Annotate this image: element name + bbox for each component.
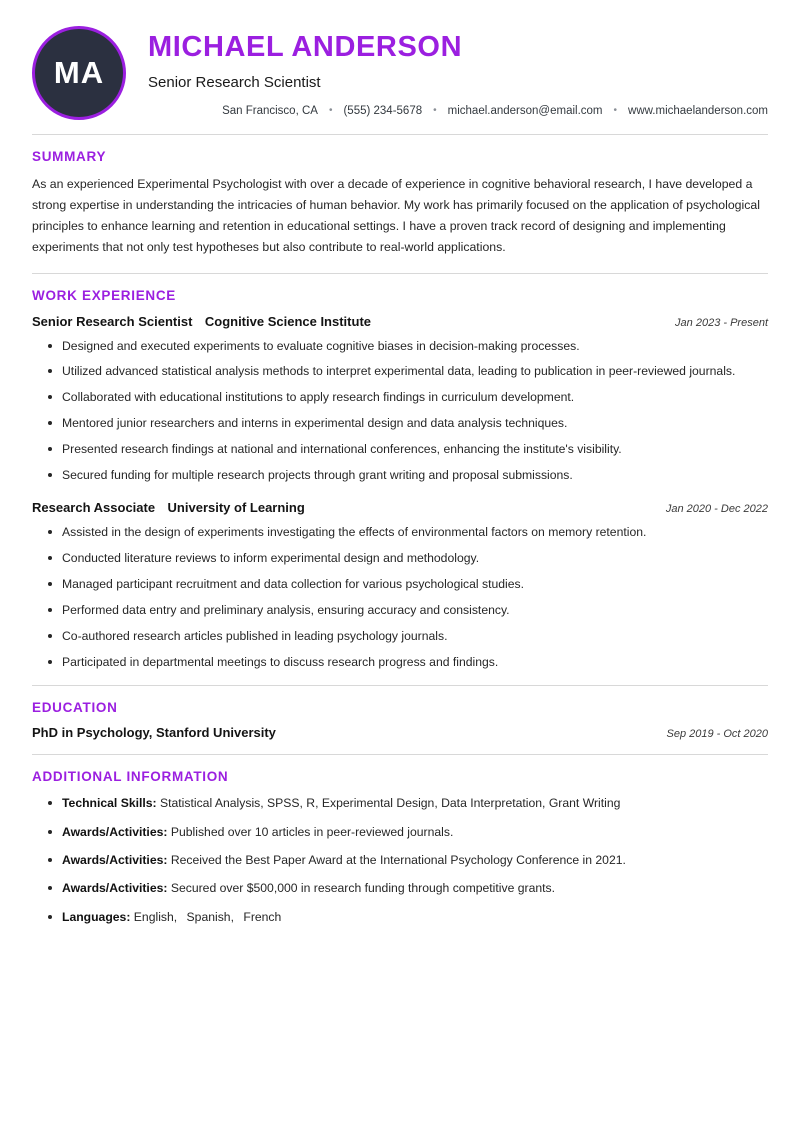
list-item: Mentored junior researchers and interns in experimental design and data analysis techniques. xyxy=(52,414,768,433)
education-entry xyxy=(32,725,768,740)
job-entry xyxy=(32,499,768,671)
section-summary xyxy=(32,135,768,259)
list-item: Assisted in the design of experiments investigating the effects of environmental factors on memory retention. xyxy=(52,523,768,542)
education-dates: Sep 2019 - Oct 2020 xyxy=(666,728,768,741)
list-item: Collaborated with educational institutions to apply research findings in curriculum development. xyxy=(52,388,768,407)
job-dates: Jan 2020 - Dec 2022 xyxy=(665,503,768,515)
job-bullet-list xyxy=(32,337,768,485)
bullet-separator-icon: • xyxy=(433,105,437,117)
contact-phone[interactable]: (555) 234-5678 xyxy=(343,104,423,117)
section-work-experience xyxy=(32,274,768,672)
education-degree: PhD in Psychology, Stanford University xyxy=(32,725,276,741)
list-item: Secured funding for multiple research projects through grant writing and proposal submissions. xyxy=(52,466,768,485)
job-title-company xyxy=(32,313,371,331)
page-title: MICHAEL ANDERSON xyxy=(148,31,463,63)
job-dates: Jan 2023 - Present xyxy=(675,316,768,329)
header-text-block xyxy=(148,24,768,117)
language-item: English, xyxy=(133,909,178,924)
job-header xyxy=(32,313,768,331)
section-education xyxy=(32,686,768,740)
avatar-initials: MA xyxy=(53,55,105,90)
summary-text: As an experienced Experimental Psychologist with over a decade of experience in cognitive behavioral research, I have developed a strong expertise in understanding the intricacies of human behavior. My work has primarily focused on the application of psychological principles to enhance learning and retention in educational settings. I have a proven track record of designing and implementing experiments that not only test hypotheses but also contribute to real-world applications. xyxy=(32,177,760,255)
list-item: Participated in departmental meetings to discuss research progress and findings. xyxy=(52,653,768,672)
list-item: Presented research findings at national and international conferences, enhancing the institute's visibility. xyxy=(52,440,768,459)
info-value: Published over 10 articles in peer-reviewed journals. xyxy=(170,824,454,839)
avatar xyxy=(32,26,126,120)
info-value: Secured over $500,000 in research funding through competitive grants. xyxy=(170,881,555,896)
list-item: Conducted literature reviews to inform experimental design and methodology. xyxy=(52,549,768,568)
info-label-languages: Languages: xyxy=(62,909,131,924)
bullet-separator-icon: • xyxy=(328,105,333,117)
list-item: Designed and executed experiments to evaluate cognitive biases in decision-making processes. xyxy=(52,337,768,356)
language-item: French xyxy=(243,909,282,924)
job-role: Research Associate xyxy=(32,500,156,515)
additional-info-list xyxy=(32,794,768,925)
list-item: Performed data entry and preliminary analysis, ensuring accuracy and consistency. xyxy=(52,601,768,620)
info-label: Technical Skills: xyxy=(62,796,157,811)
list-item xyxy=(52,823,768,841)
job-company: University of Learning xyxy=(167,500,305,515)
info-label: Awards/Activities: xyxy=(62,824,168,839)
list-item xyxy=(52,794,768,812)
section-title-education: EDUCATION xyxy=(32,700,118,716)
contact-email[interactable]: michael.anderson@email.com xyxy=(447,104,603,117)
info-value: Statistical Analysis, SPSS, R, Experimental Design, Data Interpretation, Grant Writing xyxy=(160,796,621,811)
section-title-additional-information: ADDITIONAL INFORMATION xyxy=(32,769,229,785)
job-title-company xyxy=(32,499,305,517)
job-role: Senior Research Scientist xyxy=(32,313,193,329)
language-item: Spanish, xyxy=(186,909,234,924)
section-title-work-experience: WORK EXPERIENCE xyxy=(32,287,177,303)
contact-row xyxy=(148,105,768,117)
list-item: Managed participant recruitment and data collection for various psychological studies. xyxy=(52,575,768,594)
section-additional-information xyxy=(32,755,768,925)
list-item: Utilized advanced statistical analysis methods to interpret experimental data, leading to publication in peer-reviewed journals. xyxy=(52,362,768,381)
job-title-subheading: Senior Research Scientist xyxy=(148,73,321,91)
list-item xyxy=(52,851,768,869)
section-title-summary: SUMMARY xyxy=(32,149,107,164)
job-bullet-list xyxy=(32,523,768,671)
contact-website[interactable]: www.michaelanderson.com xyxy=(628,104,768,117)
list-item-languages xyxy=(52,908,768,926)
info-value: Received the Best Paper Award at the International Psychology Conference in 2021. xyxy=(170,853,626,868)
job-entry xyxy=(32,313,768,485)
list-item xyxy=(52,879,768,897)
info-label: Awards/Activities: xyxy=(62,881,168,896)
job-company: Cognitive Science Institute xyxy=(204,313,372,329)
bullet-separator-icon: • xyxy=(613,105,618,117)
list-item: Co-authored research articles published in leading psychology journals. xyxy=(52,627,768,646)
contact-location: San Francisco, CA xyxy=(222,104,318,117)
job-header xyxy=(32,499,768,517)
info-label: Awards/Activities: xyxy=(62,853,168,868)
resume-header xyxy=(32,24,768,134)
